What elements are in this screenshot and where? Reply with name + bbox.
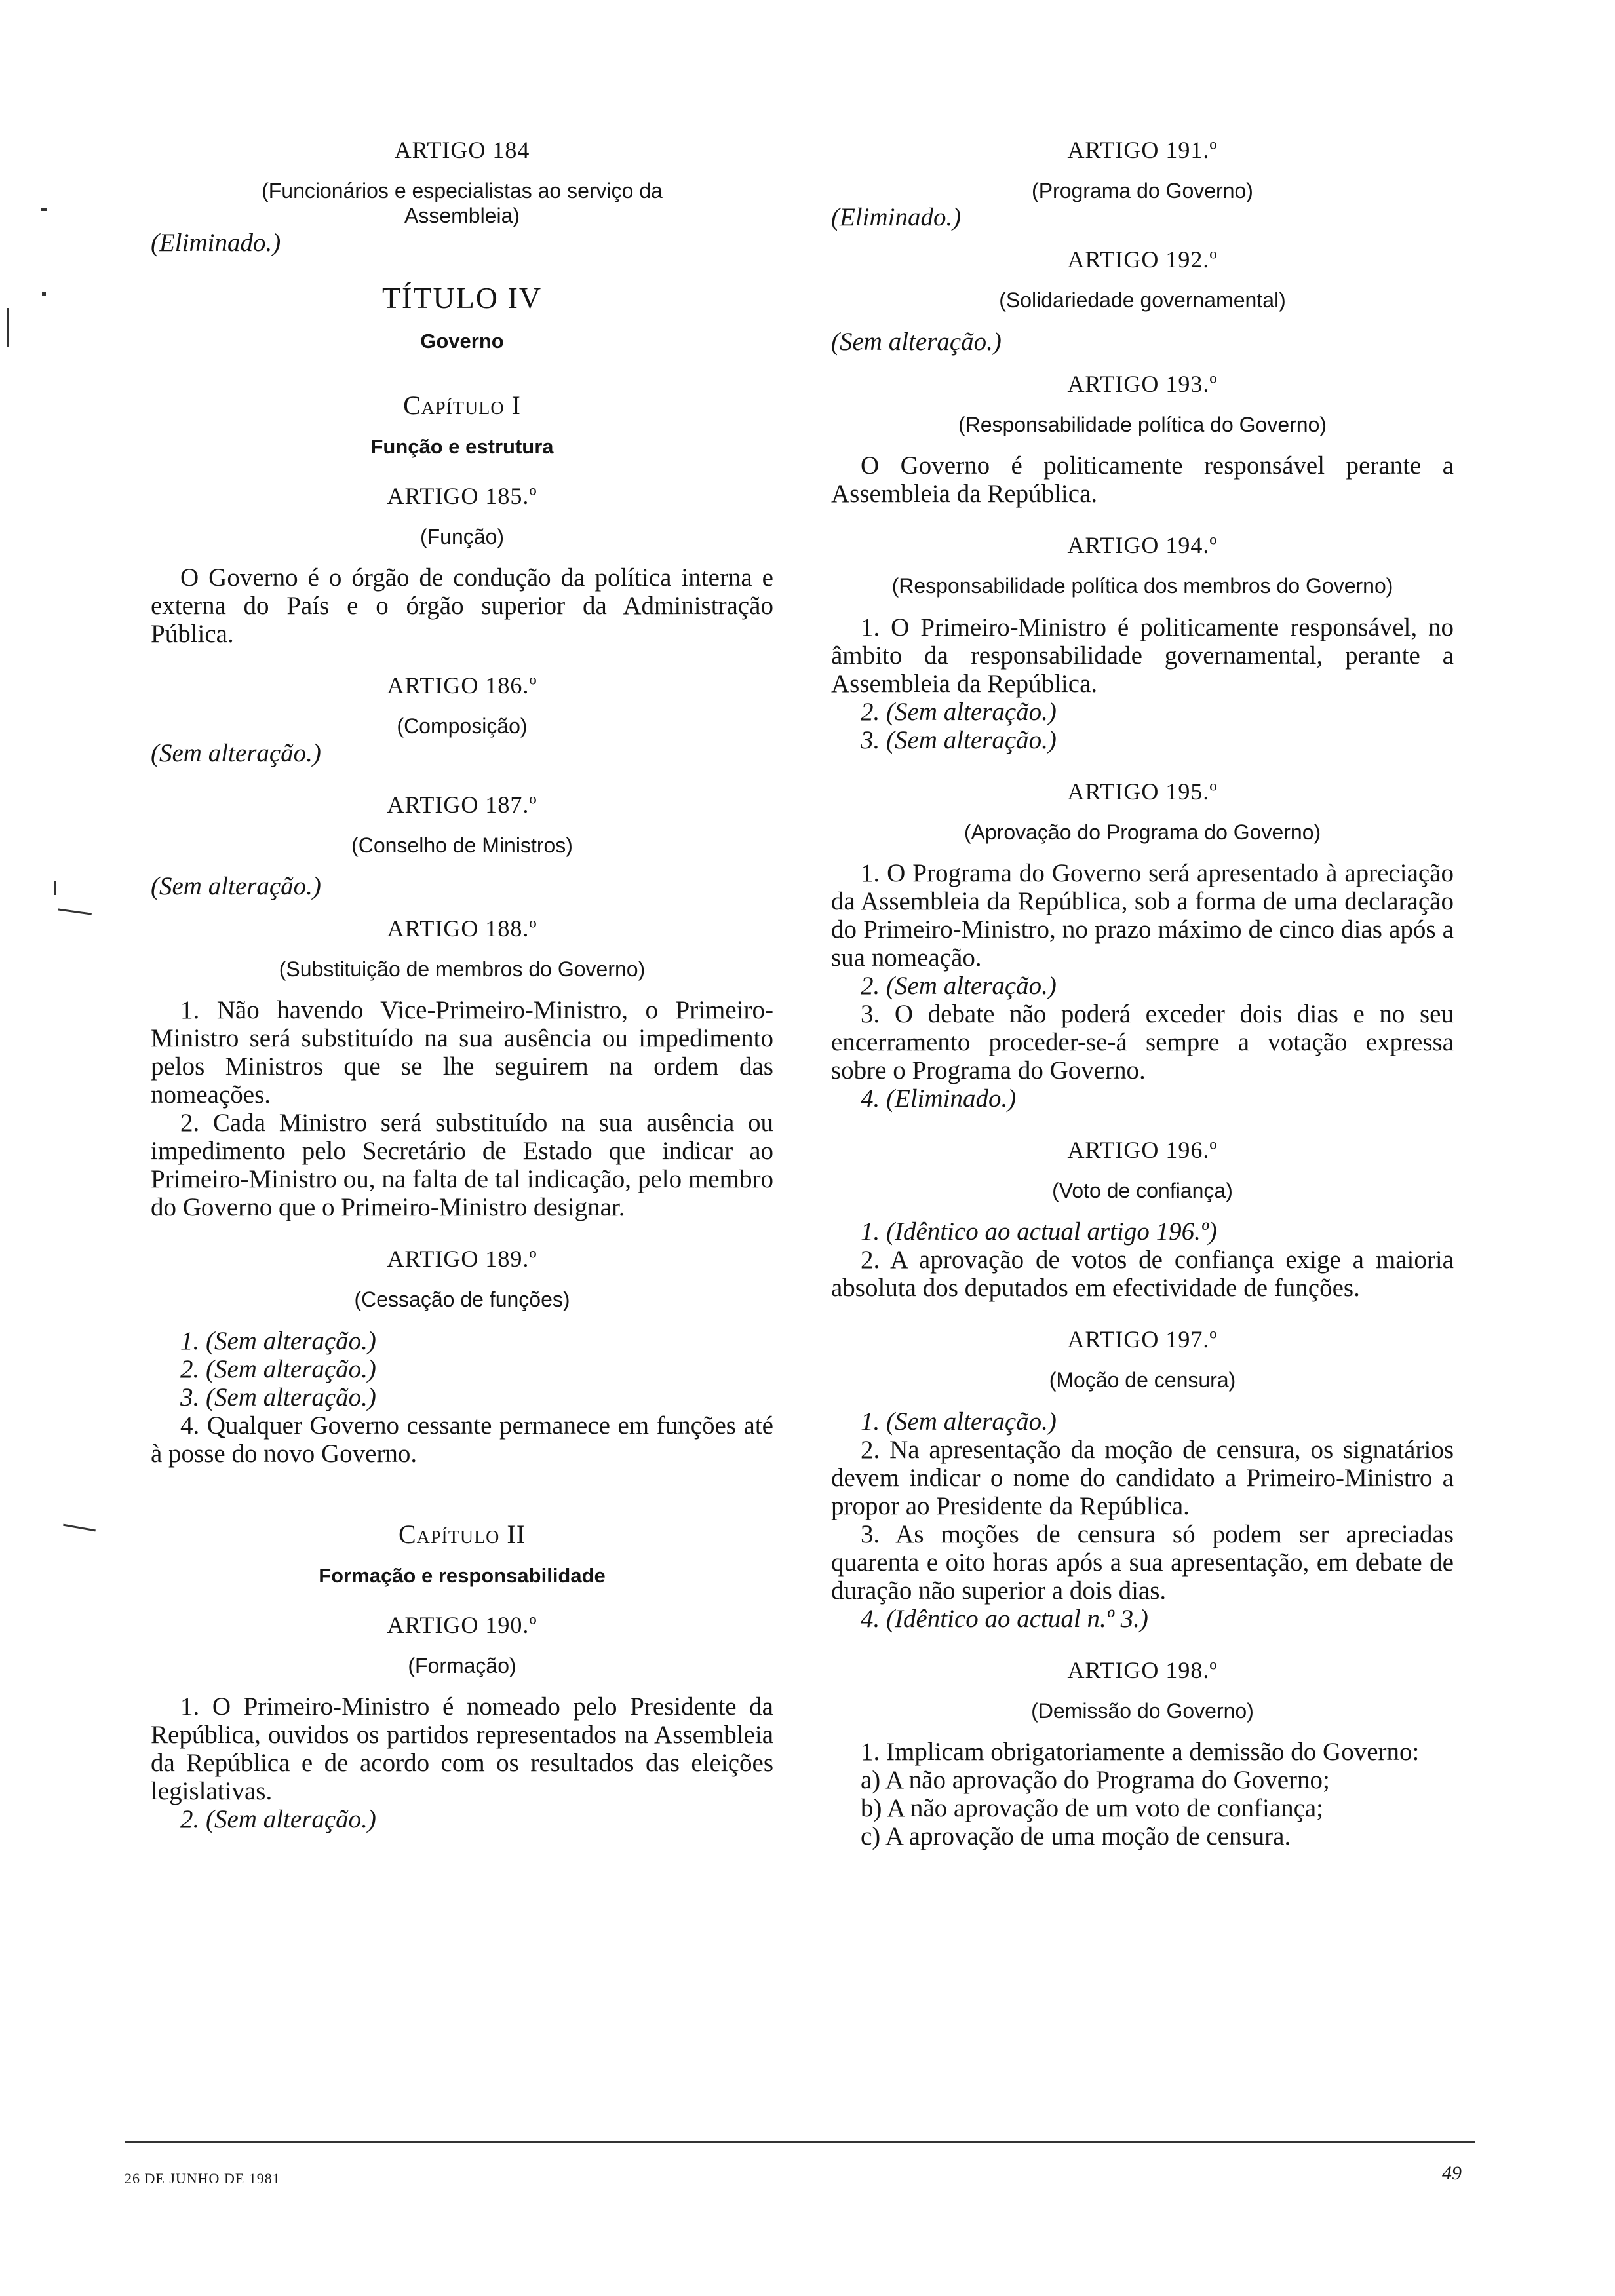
- article-198-item-c: c) A aprovação de uma moção de censura.: [861, 1822, 1291, 1851]
- article-184-subtitle: (Funcionários e especialistas ao serviço da Assembleia): [262, 179, 663, 228]
- article-191-note: (Eliminado.): [831, 203, 962, 232]
- article-190-paragraph-1: 1. O Primeiro-Ministro é nomeado pelo Presidente da República, ouvidos os partidos representados na Assembleia da República e de acordo com os resultados das eleições legislativas.: [151, 1693, 773, 1806]
- article-195-paragraph-3: 3. O debate não poderá exceder dois dias e no seu encerramento proceder-se-á sempre a votação expressa sobre o Programa do Governo.: [831, 999, 1454, 1084]
- chapter-2-heading: Capítulo II: [398, 1519, 526, 1549]
- article-197-item-4: 4. (Idêntico ao actual n.º 3.): [861, 1604, 1148, 1633]
- article-194-subtitle: (Responsabilidade política dos membros do Governo): [891, 574, 1393, 598]
- article-196-item-1: 1. (Idêntico ao actual artigo 196.º): [861, 1217, 1217, 1246]
- article-184-title: ARTIGO 184: [394, 137, 530, 163]
- article-190-subtitle: (Formação): [408, 1653, 516, 1677]
- article-195-item-4: 4. (Eliminado.): [861, 1084, 1017, 1113]
- article-188-title: ARTIGO 188.º: [387, 915, 537, 942]
- scan-mark: [63, 1524, 96, 1532]
- article-186-subtitle: (Composição): [397, 714, 528, 738]
- article-185-title: ARTIGO 185.º: [387, 482, 537, 509]
- article-192-title: ARTIGO 192.º: [1067, 246, 1218, 273]
- article-195-title: ARTIGO 195.º: [1067, 778, 1218, 805]
- article-194-item-2: 2. (Sem alteração.): [861, 697, 1057, 726]
- article-192-subtitle: (Solidariedade governamental): [999, 288, 1286, 313]
- chapter-2-subtitle: Formação e responsabilidade: [319, 1563, 606, 1587]
- article-191-subtitle: (Programa do Governo): [1032, 179, 1253, 202]
- article-193-title: ARTIGO 193.º: [1067, 370, 1218, 397]
- article-197-subtitle: (Moção de censura): [1049, 1368, 1236, 1392]
- footer-rule: [125, 2141, 1475, 2143]
- article-196-title: ARTIGO 196.º: [1067, 1136, 1218, 1163]
- article-188-paragraph-1: 1. Não havendo Vice-Primeiro-Ministro, o Primeiro-Ministro será substituído na sua ausência ou impedimento pelos Ministros que se lhe seguirem na ordem das nomeações.: [151, 996, 773, 1109]
- scan-mark: [54, 881, 56, 895]
- article-198-title: ARTIGO 198.º: [1067, 1656, 1218, 1683]
- article-187-title: ARTIGO 187.º: [387, 791, 537, 818]
- article-190-item-2: 2. (Sem alteração.): [180, 1805, 376, 1834]
- article-189-title: ARTIGO 189.º: [387, 1246, 537, 1272]
- page-number: 49: [1442, 2162, 1462, 2184]
- article-193-subtitle: (Responsabilidade política do Governo): [958, 412, 1327, 436]
- article-186-title: ARTIGO 186.º: [387, 672, 537, 699]
- chapter-1-heading: Capítulo I: [403, 390, 521, 420]
- scan-mark: [58, 908, 92, 915]
- article-189-item-3: 3. (Sem alteração.): [180, 1383, 376, 1411]
- article-197-title: ARTIGO 197.º: [1067, 1326, 1218, 1353]
- article-189-item-2: 2. (Sem alteração.): [180, 1354, 376, 1383]
- right-column: [831, 136, 1454, 1850]
- article-187-note: (Sem alteração.): [151, 871, 321, 900]
- article-193-text: O Governo é politicamente responsável perante a Assembleia da República.: [831, 451, 1454, 508]
- article-186-note: (Sem alteração.): [151, 738, 321, 767]
- article-188-subtitle: (Substituição de membros do Governo): [279, 957, 646, 981]
- article-197-item-1: 1. (Sem alteração.): [861, 1407, 1057, 1436]
- article-195-paragraph-1: 1. O Programa do Governo será apresentado à apreciação da Assembleia da República, sob a forma de uma declaração do Primeiro-Ministro, no prazo máximo de cinco dias após a sua nomeação.: [831, 858, 1454, 972]
- left-column: [151, 136, 773, 1833]
- scan-mark: [42, 292, 46, 296]
- article-187-subtitle: (Conselho de Ministros): [351, 833, 573, 857]
- scan-mark: [41, 208, 47, 211]
- article-189-item-1: 1. (Sem alteração.): [180, 1326, 376, 1355]
- article-196-paragraph-2: 2. A aprovação de votos de confiança exige a maioria absoluta dos deputados em efectividade de funções.: [831, 1246, 1454, 1303]
- article-197-paragraph-2: 2. Na apresentação da moção de censura, os signatários devem indicar o nome do candidato a Primeiro-Ministro a propor ao Presidente da República.: [831, 1435, 1454, 1520]
- article-190-title: ARTIGO 190.º: [387, 1611, 537, 1638]
- article-196-subtitle: (Voto de confiança): [1052, 1178, 1233, 1202]
- article-185-subtitle: (Função): [419, 524, 505, 548]
- article-198-item-a: a) A não aprovação do Programa do Governo;: [861, 1766, 1330, 1795]
- title-iv: TÍTULO IV: [381, 280, 543, 315]
- article-194-paragraph-1: 1. O Primeiro-Ministro é politicamente responsável, no âmbito da responsabilidade governamental, perante a Assembleia da República.: [831, 613, 1454, 698]
- title-iv-subtitle: Governo: [420, 329, 504, 353]
- article-197-paragraph-3: 3. As moções de censura só podem ser apreciadas quarenta e oito horas após a sua apresentação, em debate de duração não superior a dois dias.: [831, 1520, 1454, 1605]
- chapter-1-subtitle: Função e estrutura: [370, 434, 554, 458]
- article-194-item-3: 3. (Sem alteração.): [861, 725, 1057, 754]
- article-195-subtitle: (Aprovação do Programa do Governo): [963, 820, 1321, 844]
- article-195-item-2: 2. (Sem alteração.): [861, 971, 1057, 1000]
- article-191-title: ARTIGO 191.º: [1067, 137, 1218, 163]
- article-188-paragraph-2: 2. Cada Ministro será substituído na sua ausência ou impedimento pelo Secretário de Estado que indicar ao Primeiro-Ministro ou, na falta de tal indicação, pelo membro do Governo que o Primeiro-Ministro designar.: [151, 1109, 773, 1222]
- article-194-title: ARTIGO 194.º: [1067, 532, 1218, 559]
- article-184-note: (Eliminado.): [151, 228, 281, 257]
- footer-date: 26 DE JUNHO DE 1981: [125, 2170, 281, 2187]
- article-198-item-b: b) A não aprovação de um voto de confiança;: [861, 1794, 1324, 1823]
- article-185-text: O Governo é o órgão de condução da política interna e externa do País e o órgão superior da Administração Pública.: [151, 564, 773, 649]
- article-198-subtitle: (Demissão do Governo): [1031, 1698, 1254, 1723]
- scan-mark: [7, 308, 9, 347]
- article-189-subtitle: (Cessação de funções): [354, 1288, 570, 1312]
- article-189-paragraph-4: 4. Qualquer Governo cessante permanece em funções até à posse do novo Governo.: [151, 1411, 773, 1468]
- article-198-paragraph-1: 1. Implicam obrigatoriamente a demissão do Governo:: [861, 1738, 1420, 1767]
- article-192-note: (Sem alteração.): [831, 327, 1002, 356]
